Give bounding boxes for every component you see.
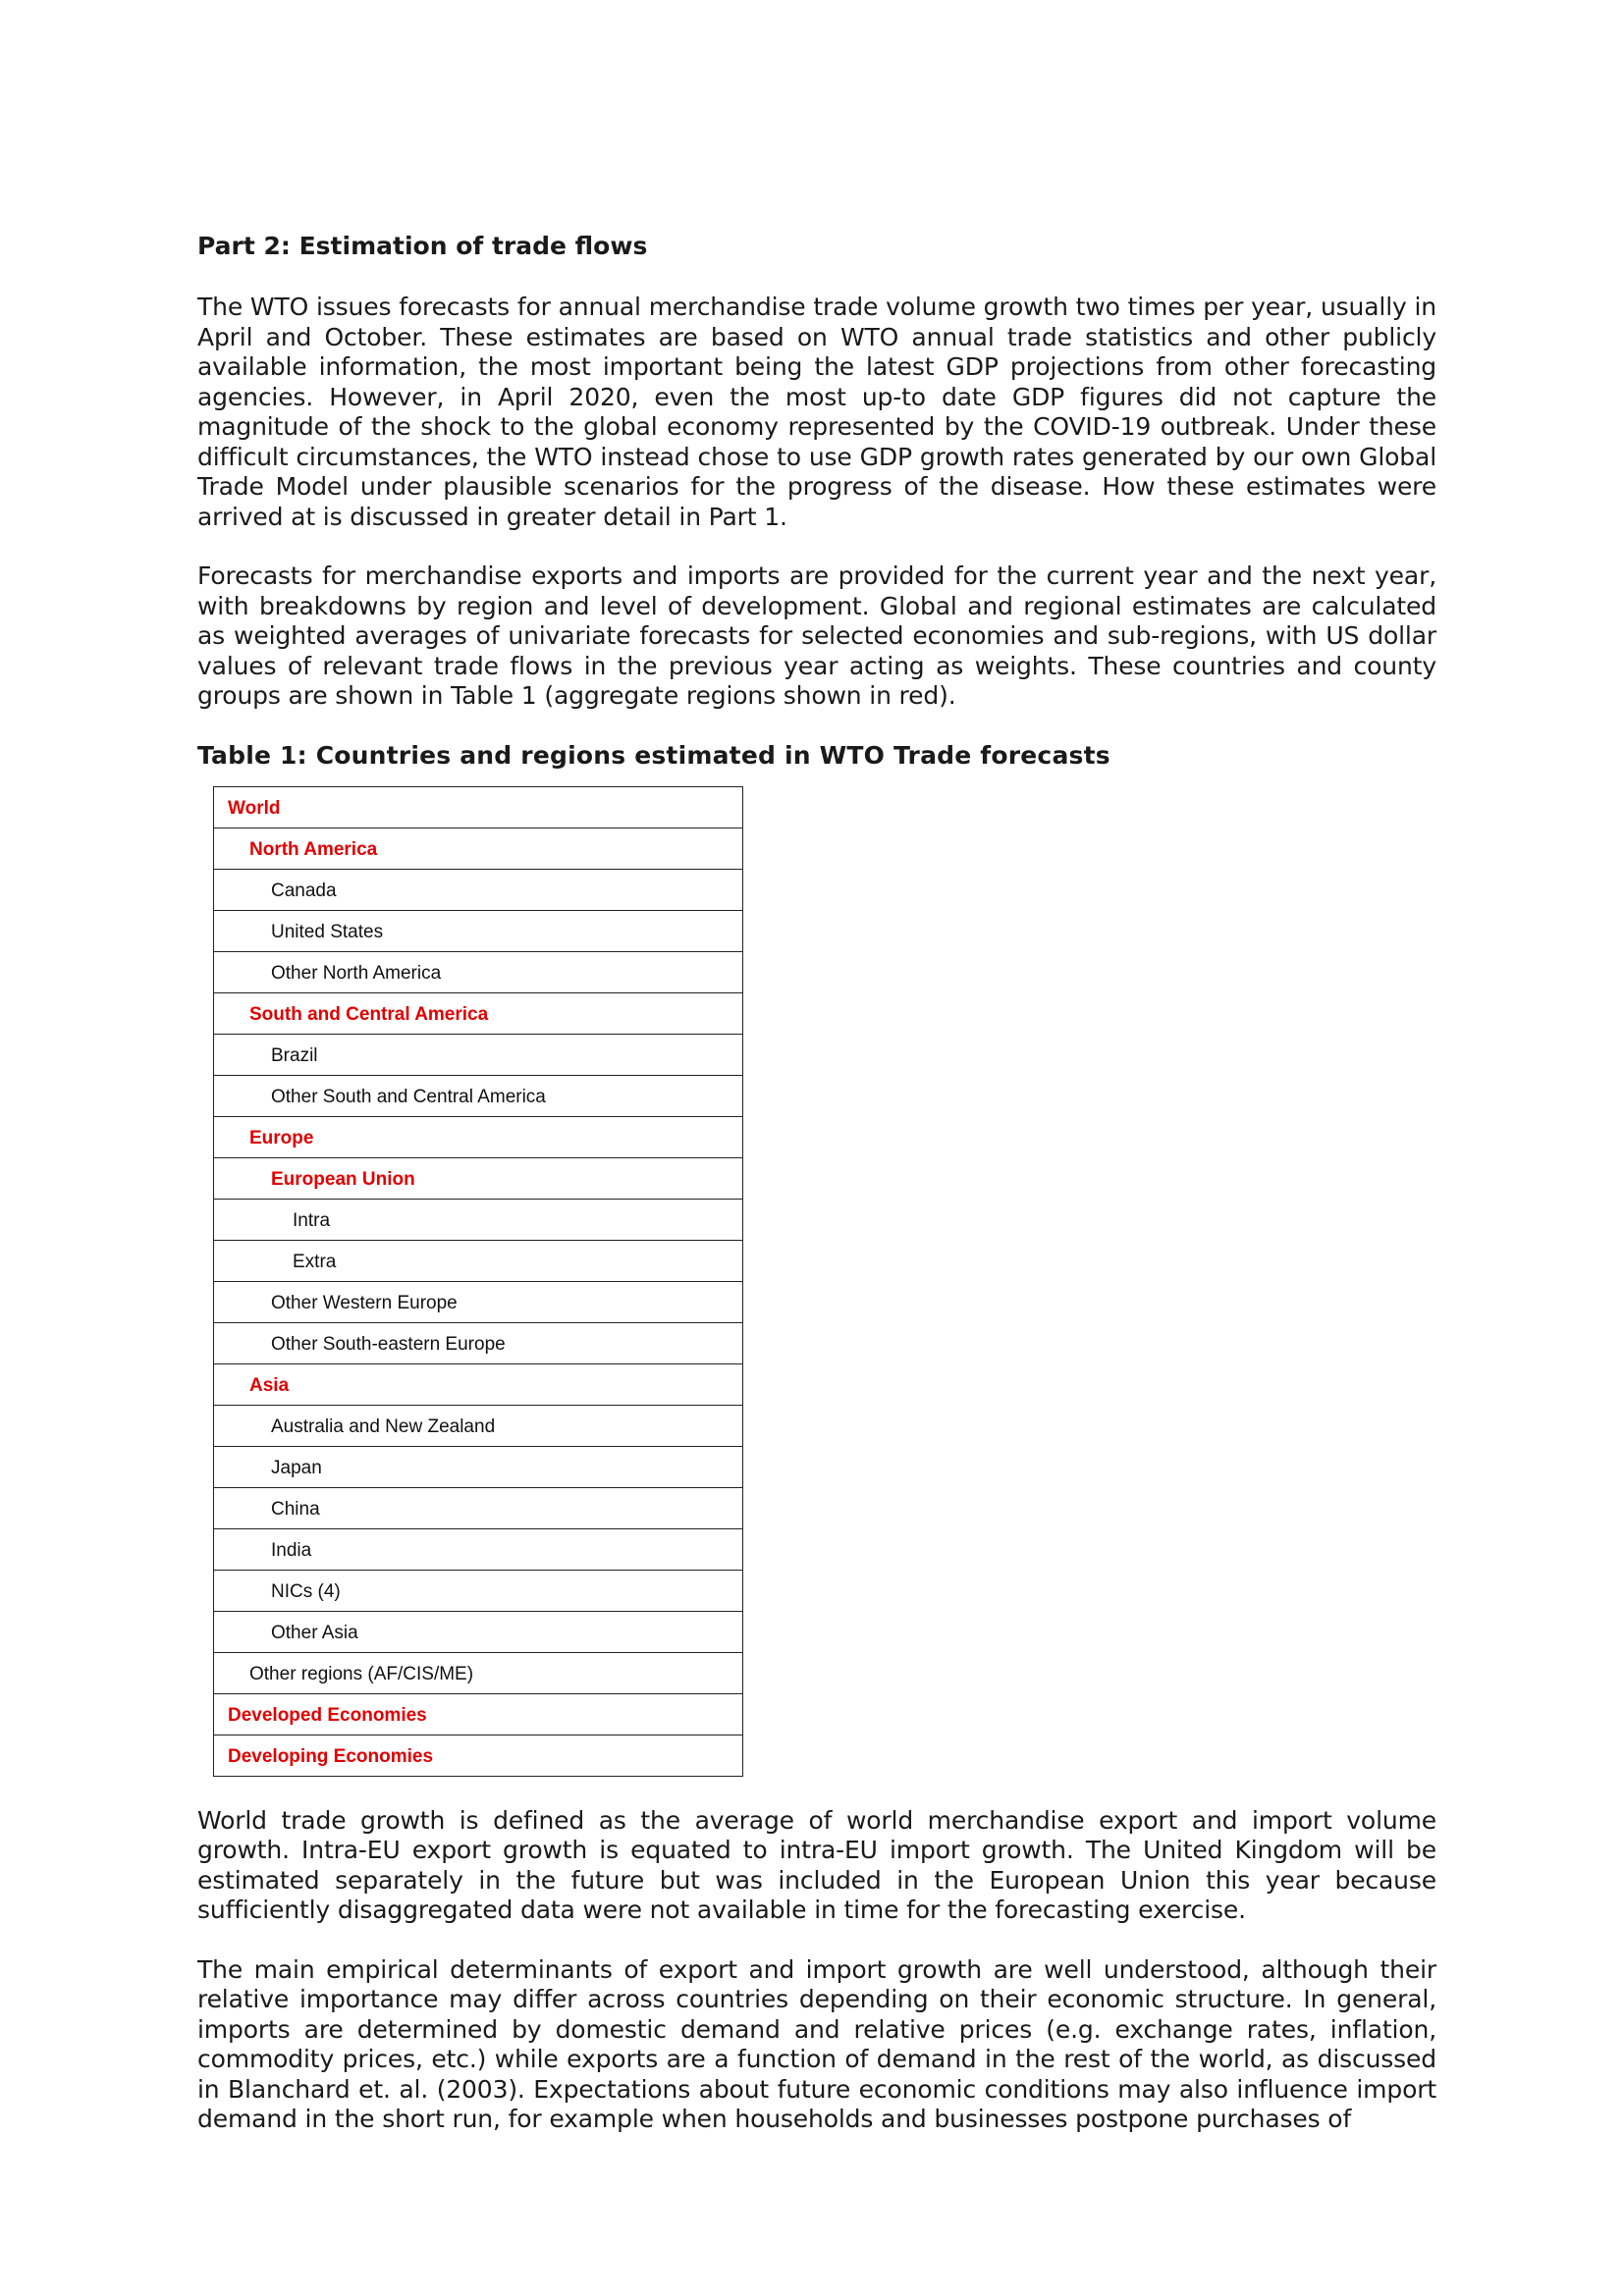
aggregate-region-cell: Developed Economies bbox=[214, 1693, 743, 1735]
table-row bbox=[214, 1446, 743, 1487]
table-row bbox=[214, 1281, 743, 1322]
aggregate-region-cell: World bbox=[214, 786, 743, 828]
region-cell: India bbox=[214, 1528, 743, 1570]
aggregate-region-cell: Asia bbox=[214, 1363, 743, 1405]
table-row bbox=[214, 992, 743, 1034]
region-cell: Other South-eastern Europe bbox=[214, 1322, 743, 1363]
table-row bbox=[214, 1570, 743, 1611]
table-row bbox=[214, 786, 743, 828]
region-cell: Brazil bbox=[214, 1034, 743, 1075]
region-cell: Other Western Europe bbox=[214, 1281, 743, 1322]
aggregate-region-cell: Developing Economies bbox=[214, 1735, 743, 1776]
table-title: Table 1: Countries and regions estimated in WTO Trade forecasts bbox=[197, 740, 1110, 770]
document-page bbox=[197, 232, 1436, 2135]
region-cell: Other regions (AF/CIS/ME) bbox=[214, 1652, 743, 1693]
table-row bbox=[214, 1075, 743, 1116]
table-row bbox=[214, 1322, 743, 1363]
table-row bbox=[214, 1611, 743, 1652]
paragraph-world-trade-growth: World trade growth is defined as the average of world merchandise export and import volume growth. Intra-EU export growth is equated to intra-EU import growth. The United Kingdom will be estimated separately in the future but was included in the European Union this year because sufficiently disaggregated data were not available in time for the forecasting exercise. bbox=[197, 1805, 1436, 1924]
table-row bbox=[214, 1199, 743, 1240]
table-row bbox=[214, 1034, 743, 1075]
aggregate-region-cell: South and Central America bbox=[214, 992, 743, 1034]
paragraph-determinants: The main empirical determinants of export and import growth are well understood, although their relative importance may differ across countries depending on their economic structure. In general, imports are determined by domestic demand and relative prices (e.g. exchange rates, inflation, commodity prices, etc.) while exports are a function of demand in the rest of the world, as discussed in Blanchard et. al. (2003). Expectations about future economic conditions may also influence import demand in the short run, for example when households and businesses postpone purchases of bbox=[197, 1954, 1436, 2133]
region-cell: Intra bbox=[214, 1199, 743, 1240]
region-cell: Other North America bbox=[214, 951, 743, 992]
table-row bbox=[214, 1363, 743, 1405]
table-row bbox=[214, 1693, 743, 1735]
table-row bbox=[214, 1157, 743, 1199]
table-row bbox=[214, 951, 743, 992]
table-row bbox=[214, 1405, 743, 1446]
table-row bbox=[214, 910, 743, 951]
table-row bbox=[214, 1116, 743, 1157]
table-row bbox=[214, 1735, 743, 1776]
paragraph-intro: The WTO issues forecasts for annual merchandise trade volume growth two times per year, usually in April and October. These estimates are based on WTO annual trade statistics and other publicly available information, the most important being the latest GDP projections from other forecasting agencies. However, in April 2020, even the most up-to date GDP figures did not capture the magnitude of the shock to the global economy represented by the COVID-19 outbreak. Under these difficult circumstances, the WTO instead chose to use GDP growth rates generated by our own Global Trade Model under plausible scenarios for the progress of the disease. How these estimates were arrived at is discussed in greater detail in Part 1. bbox=[197, 293, 1436, 531]
table-row bbox=[214, 828, 743, 869]
region-cell: Japan bbox=[214, 1446, 743, 1487]
region-cell: NICs (4) bbox=[214, 1570, 743, 1611]
table-row bbox=[214, 1487, 743, 1528]
region-cell: Canada bbox=[214, 869, 743, 910]
region-cell: United States bbox=[214, 910, 743, 951]
region-cell: Other Asia bbox=[214, 1611, 743, 1652]
regions-table bbox=[213, 786, 743, 1777]
aggregate-region-cell: European Union bbox=[214, 1157, 743, 1199]
table-row bbox=[214, 1528, 743, 1570]
region-cell: Extra bbox=[214, 1240, 743, 1281]
region-cell: China bbox=[214, 1487, 743, 1528]
table-row bbox=[214, 869, 743, 910]
table-row bbox=[214, 1652, 743, 1693]
aggregate-region-cell: North America bbox=[214, 828, 743, 869]
region-cell: Other South and Central America bbox=[214, 1075, 743, 1116]
aggregate-region-cell: Europe bbox=[214, 1116, 743, 1157]
table-row bbox=[214, 1240, 743, 1281]
paragraph-forecasts: Forecasts for merchandise exports and imports are provided for the current year and the next year, with breakdowns by region and level of development. Global and regional estimates are calculated as weighted averages of univariate forecasts for selected economies and sub-regions, with US dollar values of relevant trade flows in the previous year acting as weights. These countries and county groups are shown in Table 1 (aggregate regions shown in red). bbox=[197, 561, 1436, 710]
region-cell: Australia and New Zealand bbox=[214, 1405, 743, 1446]
section-heading: Part 2: Estimation of trade flows bbox=[197, 232, 648, 260]
